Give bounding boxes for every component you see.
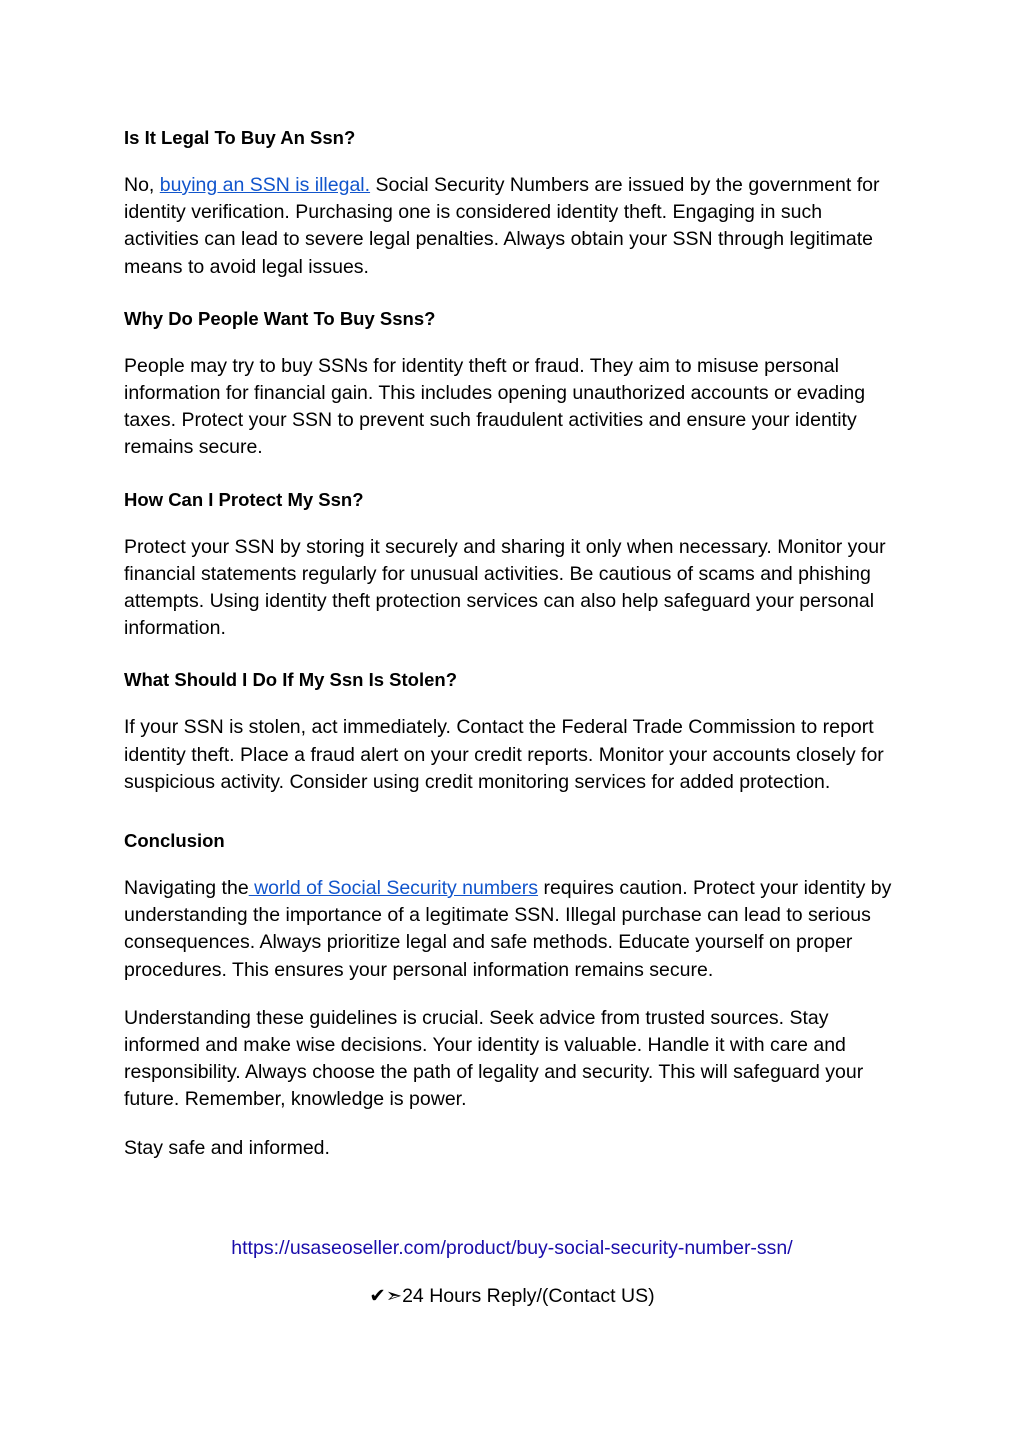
paragraph-conclusion-3: Stay safe and informed. (124, 1136, 330, 1159)
heading-protect: How Can I Protect My Ssn? (124, 488, 364, 510)
footer-contact: ✔➣24 Hours Reply/(Contact US) (369, 1285, 655, 1307)
paragraph-legal-prefix: No, (124, 174, 160, 196)
heading-legal: Is It Legal To Buy An Ssn? (124, 127, 356, 148)
heading-conclusion: Conclusion (124, 830, 225, 852)
link-world-of-ssn[interactable]: world of Social Security numbers (248, 877, 539, 900)
paragraph-conclusion-1 (124, 875, 900, 984)
paragraph-conclusion-2: Understanding these guidelines is crucial. Seek advice from trusted sources. Stay informed and make wise decisions. Your identity is valuable. Handle it with care and responsibility. Always choose the path of legality and security. This will safeguard your future. Remember, knowledge is power. (124, 1006, 864, 1111)
document-body (124, 120, 900, 1162)
paragraph-legal-suffix: Social Security Numbers are issued by the government for identity verification. Purchasing one is considered identity theft. Engaging in such activities can lead to severe legal penalties. Always obtain your SSN through legitimate means to avoid legal issues. (124, 174, 880, 278)
footer-url-link[interactable]: https://usaseoseller.com/product/buy-social-security-number-ssn/ (231, 1237, 793, 1259)
heading-stolen: What Should I Do If My Ssn Is Stolen? (124, 669, 457, 691)
link-buying-ssn-illegal[interactable]: buying an SSN is illegal. (159, 174, 371, 196)
paragraph-legal (124, 172, 900, 281)
paragraph-stolen: If your SSN is stolen, act immediately. Contact the Federal Trade Commission to report identity theft. Place a fraud alert on your credit reports. Monitor your accounts closely for suspicious activity. Consider using credit monitoring services for added protection. (124, 716, 884, 793)
paragraph-protect: Protect your SSN by storing it securely and sharing it only when necessary. Monitor your financial statements regularly for unusual activities. Be cautious of scams and phishing attempts. Using identity theft protection services can also help safeguard your personal information. (124, 535, 886, 640)
paragraph-why-buy: People may try to buy SSNs for identity theft or fraud. They aim to misuse personal information for financial gain. This includes opening unauthorized accounts or evading taxes. Protect your SSN to prevent such fraudulent activities and ensure your identity remains secure. (124, 354, 866, 459)
heading-why-buy: Why Do People Want To Buy Ssns? (124, 307, 436, 329)
conclusion-suffix: requires caution. Protect your identity by understanding the importance of a legitimate SSN. Illegal purchase can lead to serious consequences. Always prioritize legal and safe methods. Educate yourself on proper procedures. This ensures your personal information remains secure. (124, 877, 892, 981)
conclusion-prefix: Navigating the (124, 877, 249, 900)
footer-url-line (0, 1235, 1024, 1262)
